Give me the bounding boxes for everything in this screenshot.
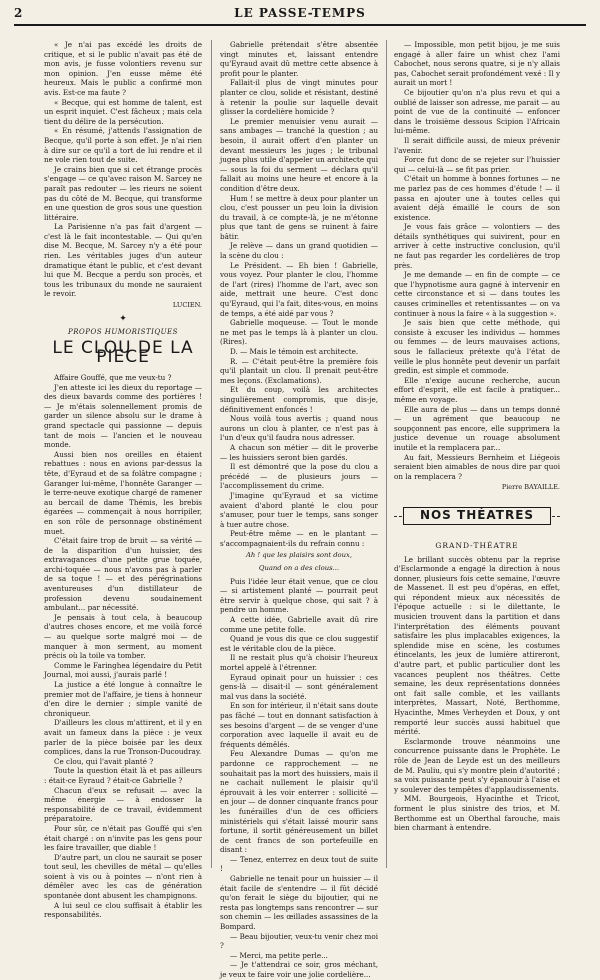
paragraph: Je pensais à tout cela, à beaucoup d'autres choses encore, et me voilà forcé — au quelque sorte malgré moi — de manquer à mon serment, au moment précis où la toile va tomber.	[44, 612, 202, 661]
paragraph: A cette idée, Gabrielle avait dû rire comme une petite folle.	[220, 615, 378, 634]
paragraph: Il est démontré que la pose du clou a précédé — de plusieurs jours — l'accomplissement du crime.	[220, 462, 378, 491]
paragraph: Je sais bien que cette méthode, qui consiste à excuser les individus — hommes ou femmes — de leurs mauvaises actions, sous le fallacieux prétexte qu'à l'état de veille le plus honnête peut devenir un parfait gredin, est simple et commode.	[394, 318, 560, 376]
paragraph: — Impossible, mon petit bijou, je me suis engagé à aller faire un whist chez l'ami Cabochet, nous serons quatre, si je n'y allais pas, Cabochet serait profondément vexé : Il y aurait un mort !	[394, 40, 560, 88]
page-header	[14, 4, 586, 26]
section-kicker: PROPOS HUMORISTIQUES	[68, 328, 178, 337]
paragraph: Ce clou, qui l'avait planté ?	[54, 756, 154, 766]
verse-line: Quand on a des clous...	[258, 564, 340, 573]
paragraph: Elle n'exige aucune recherche, aucun effort d'esprit, elle est facile à pratiquer... même en voyage.	[394, 375, 560, 404]
paragraph: Peut-être même — en le plantant — s'accompagnaient-ils du refrain connu :	[220, 529, 378, 548]
banner-title: NOS THÉATRES	[403, 507, 551, 525]
paragraph: Affaire Gouffé, que me veux-tu ?	[54, 373, 172, 382]
paragraph: Toute la question était là et pas ailleurs : était-ce Eyraud ? était-ce Gabrielle ?	[44, 766, 202, 785]
paragraph: Elle aura de plus — dans un temps donné — un agrément que beaucoup ne soupçonnent pas encore, elle supprimera la justice devenue un rouage absolument inutile et la remplacera par...	[394, 404, 560, 452]
paragraph: C'était un homme à bonnes fortunes — ne me parlez pas de ces hommes d'étude ! — il passa en ajouter une à toutes celles qui avaient déjà émaillé le cours de son existence.	[394, 174, 560, 222]
running-title: LE PASSE-TEMPS	[234, 6, 366, 20]
paragraph: Force fut donc de se rejeter sur l'huissier qui — celui-là — se fit pas prier.	[394, 155, 560, 174]
paragraph: Nous voilà tous avertis ; quand nous aurons un clou à planter, ce n'est pas à l'un d'eux qu'il faudra nous adresser.	[220, 414, 378, 443]
subsection-title: GRAND-THÉATRE	[435, 540, 519, 550]
paragraph: MM. Bourgeois, Hyacinthe et Tricot, forment le plus sinistre des trios, et M. Berthomme est un Oberthal farouche, mais bien charmant à entendre.	[394, 794, 560, 833]
paragraph: Esclarmonde trouve néanmoins une concurrence puissante dans le Prophète. Le rôle de Jean de Leyde est un des meilleurs de M. Pauliu, qui s'y montre plein d'autorité ; sa voix puissante peut s'y épanouir à l'aise et y soulever des tempêtes d'applaudissements.	[394, 736, 560, 794]
signature: Pierre BAYAILLE.	[501, 483, 560, 492]
paragraph: — Beau bijoutier, veux-tu venir chez moi ?	[220, 931, 378, 951]
paragraph: « En résumé, j'attends l'assignation de Becque, qu'il porte à son effet. Je n'ai rien à dire sur ce qu'il a tort de lui rendre et il ne vole rien tout de suite.	[44, 126, 202, 165]
paragraph: Eyraud opinait pour un huissier : ces gens-là — disait-il — sont généralement mal vus dans la société.	[220, 672, 378, 701]
paragraph: Il serait difficile aussi, de mieux prévenir l'avenir.	[394, 135, 560, 155]
paragraph: Je vous fais grâce — volontiers — des détails synthétiques qui suivirent, pour en arriver à cette instructive conclusion, qu'il ne faut pas regarder les cordelières de trop près.	[394, 222, 560, 270]
ornament-rule: ✦	[119, 313, 127, 324]
paragraph: Ce bijoutier qu'on n'a plus revu et qui a oublié de laisser son adresse, me parait — au point de vue de la continuité — enfoncer dans le troisième dessous Scipion l'Africain lui-même.	[394, 87, 560, 136]
paragraph: Le brillant succès obtenu par la reprise d'Esclarmonde a engagé la direction à nous donner, plusieurs fois cette semaine, l'œuvre de Massenet. Il est peu d'opéras, en effet, qui répondent mieux aux nécessités de l'époque actuelle : si le dilettante, le musicien trouvent dans la partition et dans l'interprétation des éléments pouvant satisfaire les plus implacables exigences, la splendide mise en scène, les costumes étincelants, les jeux de lumière attireront, d'autre part, et public particulier dont les vacances peuplent nos théâtres. Cette semaine, les deux représentations données ont fait salle comble, et les vaillants interprètes, Massart, Noté, Berthomme, Hyacinthe, Mmes Verheyden et Doux, y ont remporté leur succès aussi habituel que mérité.	[394, 554, 560, 737]
paragraph: C'était faire trop de bruit — sa vérité — de la disparition d'un huissier, des extravagances d'une petite grue toquée, archi-toquée — nous n'avons pas à parler de sa toque ! — et des pérégrinations aventureuses d'un distillateur de profession devenu soudainement ambulant... par nécessité.	[44, 536, 202, 613]
paragraph: J'imagine qu'Eyraud et sa victime avaient d'abord planté le clou pour s'amuser, pour tuer le temps, sans songer à tuer autre chose.	[220, 490, 378, 529]
paragraph: — Merci, ma petite perle...	[230, 950, 328, 960]
paragraph: Aussi bien nos oreilles en étaient rebattues : nous en avions par-dessus la tête, d'Eyraud et de sa folâtre compagne ; Garanger lui-même, l'honnête Garanger — le terre-neuve exotique chargé de ramener au bercail de dame Thémis, les brebis égarées — commençait à nous horripiler, en son rôle de personnage obstinément muet.	[44, 449, 202, 536]
paragraph: Je me demande — en fin de compte — ce que l'hypnotisme aura gagné à intervenir en cette circonstance et si — dans toutes les causes criminelles et retentissantes — on va continuer à nous la faire « à la suggestion ».	[394, 270, 560, 318]
paragraph: A chacun son métier — dit le proverbe — les huissiers seront bien gardés.	[220, 442, 378, 462]
paragraph: Je relève — dans un grand quotidien — la scène du clou :	[220, 241, 378, 261]
paragraph: Chacun d'eux se refusait — avec la même énergie — à endosser la responsabilité de ce travail, évidemment préparatoire.	[44, 785, 202, 824]
paragraph: Et du coup, voilà les architectes singulièrement compromis, que dis-je, définitivement enfoncés !	[220, 385, 378, 414]
paragraph: Fallait-il plus de vingt minutes pour planter ce clou, solide et résistant, destiné à retenir la poulie sur laquelle devait glisser la cordelière homicide ?	[220, 78, 378, 117]
paragraph: Hum ! se mettre à deux pour planter un clou, c'est pousser un peu loin la division du travail, à ce compte-là, je ne m'étonne plus que tant de gens se ruinent à faire bâtir.	[220, 193, 378, 241]
section-banner	[394, 499, 560, 533]
paragraph: J'en atteste ici les dieux du reportage — des dieux bavards comme des portières ! — Je m'étais solennellement promis de garder un silence absolu sur le drame à grand spectacle qui passionne — depuis tant de mois — l'ancien et le nouveau monde.	[44, 382, 202, 450]
signature: LUCIEN.	[172, 301, 202, 310]
paragraph: Comme le Faringhea légendaire du Petit Journal, moi aussi, j'aurais parlé !	[44, 660, 202, 680]
paragraph: Il ne restait plus qu'à choisir l'heureux mortel appelé à l'étrenner.	[220, 653, 378, 672]
paragraph: Je crains bien que si cet étrange procès s'engage — ce qu'avec raison M. Sarcey ne paraît pas redouter — les rieurs ne soient pas du côté de M. Becque, qui transforme en une question de gros sous une question littéraire.	[44, 164, 202, 222]
column-2	[220, 40, 378, 979]
paragraph: « Becque, qui est homme de talent, est un esprit inquiet. C'est fâcheux ; mais cela tient du délire de la persécution.	[44, 97, 202, 126]
paragraph: A lui seul ce clou suffisait à établir les responsabilités.	[44, 900, 202, 920]
section-title: LE CLOU DE LA PIECE	[52, 337, 194, 368]
paragraph: Gabrielle prétendait s'être absentée vingt minutes et, laissant entendre qu'Eyraud avait dû mettre cette absence à profit pour le planter.	[220, 40, 378, 78]
paragraph: D. — Mais le témoin est architecte.	[230, 347, 359, 356]
paragraph: Le Président. — Eh bien ! Gabrielle, vous voyez. Pour planter le clou, l'homme de l'art (rires) l'homme de l'art, avec son aide, mettrait une heure. C'est donc qu'Eyraud, qui l'a fait, dites-vous, en moins de temps, a été aidé par vous ?	[220, 260, 378, 318]
paragraph: D'ailleurs les clous m'attirent, et il y en avait un fameux dans la pièce : je veux parler de la pièce boisée par les deux complices, dans la rue Tronson-Ducoudray.	[44, 718, 202, 757]
column-separator	[211, 40, 212, 868]
column-separator	[386, 40, 387, 868]
paragraph: « Je n'ai pas excédé les droits de critique, et si le public n'avait pas été de mon avis, je fusse volontiers revenu sur mon opinion. J'en eusse même été heureux. Mais le public a confirmé mon avis. Est-ce ma faute ?	[44, 40, 202, 97]
paragraph: — Tenez, enterrez en deux tout de suite !	[220, 854, 378, 874]
paragraph: La justice a été longue à connaître le premier mot de l'affaire, je tiens à honneur d'en dire le dernier ; simple vanité de chroniqueur.	[44, 680, 202, 718]
paragraph: — Je t'attendrai ce soir, gros méchant, je veux te faire voir une jolie cordelière...	[220, 960, 378, 979]
paragraph: R. — C'était peut-être la première fois qu'il plantait un clou. Il prenait peut-être mes leçons. (Exclamations).	[220, 356, 378, 385]
paragraph: Gabrielle ne tenait pour un huissier — il était facile de s'entendre — il fût décidé qu'on ferait le siège du bijoutier, qui ne resta pas longtemps sans rencontrer — sur son chemin — les œillades assassines de la Bompard.	[220, 874, 378, 932]
paragraph: La Parisienne n'a pas fait d'argent — c'est là le fait incontestable. — Qui qu'en dise M. Becque, M. Sarcey n'y a été pour rien. Les véritables juges d'un auteur dramatique étant le public, et c'est devant lui que M. Becque a perdu son procès, et tous les tribunaux du monde ne sauraient le revoir.	[44, 222, 202, 299]
paragraph: Gabrielle moqueuse. — Tout le monde ne met pas le temps là à planter un clou. (Rires).	[220, 318, 378, 347]
paragraph: Quand je vous dis que ce clou suggestif est le véritable clou de la pièce.	[220, 634, 378, 653]
paragraph: Pour sûr, ce n'était pas Gouffé qui s'en était chargé : on n'invite pas les gens pour les faire travailler, que diable !	[44, 823, 202, 853]
paragraph: Le premier menuisier venu aurait — sans ambages — tranché la question ; au besoin, il aurait offert d'en planter un devant messieurs les juges ; le tribunal jugea plus utile d'appeler un architecte qui — sous la foi du serment — déclara qu'il fallait au moins une heure et encore à la condition d'être deux.	[220, 116, 378, 193]
page-number: 2	[14, 6, 23, 20]
verse-line: Ah ! que les plaisirs sont doux,	[245, 551, 353, 560]
paragraph: D'autre part, un clou ne saurait se poser tout seul, les chevilles de métal — qu'elles soient à vis ou à pointes — n'ont rien à démêler avec les cas de génération spontanée dont abusent les champignons.	[44, 852, 202, 901]
paragraph: Au fait, Messieurs Bernheim et Liégeois seraient bien aimables de nous dire par quoi on la remplacera ?	[394, 452, 560, 481]
column-3	[394, 40, 560, 868]
paragraph: Feu Alexandre Dumas — qu'on me pardonne ce rapprochement — ne souhaitait pas la mort des huissiers, mais il ne cachait nullement le plaisir qu'il éprouvait à les voir enterrer : sollicité — en jour — de donner cinquante francs pour les funérailles d'un de ces officiers ministériels qui s'était laissé mourir sans fortune, il sortit généreusement un billet de cent francs de son portefeuille en disant :	[220, 749, 378, 855]
paragraph: Puis l'idée leur était venue, que ce clou — si artistement planté — pourrait peut être servir à quelque chose, qui sait ? à pendre un homme.	[220, 576, 378, 615]
column-1	[44, 40, 202, 920]
paragraph: En son for intérieur, il n'était sans doute pas fâché — tout en donnant satisfaction à ses besoins d'argent — de se venger d'une corporation avec laquelle il avait eu de fréquents démêlés.	[220, 701, 378, 749]
